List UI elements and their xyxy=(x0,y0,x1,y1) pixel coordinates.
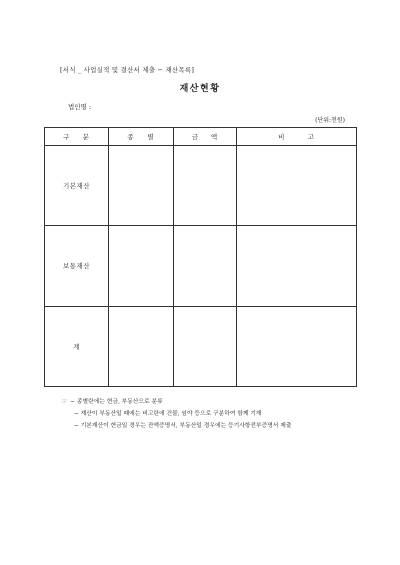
header-type xyxy=(109,128,174,146)
assets-table xyxy=(44,127,357,387)
cell-basic-type[interactable] xyxy=(109,146,174,226)
corporation-name-label: 법인명 : xyxy=(68,103,92,111)
cell-ordinary-remarks[interactable] xyxy=(237,226,357,306)
table-row xyxy=(45,306,357,386)
unit-label: (단위:천원) xyxy=(315,117,345,124)
note-line-2: − 재산이 부동산일 때에는 비고란에 건물, 임야 등으로 구분하여 함께 기재 xyxy=(74,411,262,417)
header-category xyxy=(45,128,109,146)
header-amount-char-1: 금 xyxy=(191,133,200,141)
header-type-char-2: 별 xyxy=(147,133,155,141)
header-amount-char-2: 액 xyxy=(210,133,219,141)
notes-section xyxy=(62,396,291,432)
table-header-row xyxy=(45,128,357,146)
note-line-3: − 기본재산이 현금일 경우는 잔액증명서, 부동산일 경우에는 등기사항전부증명서 제출 xyxy=(74,423,292,429)
header-remarks xyxy=(237,128,357,146)
header-remarks-char-2: 고 xyxy=(307,133,315,141)
table-row xyxy=(45,146,357,226)
note-line-1: − 종별란에는 현금, 부동산으로 분류 xyxy=(70,399,163,405)
header-amount xyxy=(174,128,237,146)
cell-ordinary-type[interactable] xyxy=(109,226,174,306)
form-label: [서식 _ 사업실적 및 결산서 제출 − 재산목록] xyxy=(60,66,195,74)
row-label-basic-assets: 기본재산 xyxy=(45,146,109,226)
row-label-ordinary-assets: 보통재산 xyxy=(45,226,109,306)
document-title: 재산현황 xyxy=(179,84,221,94)
header-remarks-char-1: 비 xyxy=(278,133,286,141)
cell-basic-remarks[interactable] xyxy=(237,146,357,226)
header-category-char-2: 분 xyxy=(82,133,90,141)
header-type-char-1: 종 xyxy=(127,133,135,141)
cell-ordinary-amount[interactable] xyxy=(174,226,237,306)
cell-total-type[interactable] xyxy=(109,306,174,386)
table-row xyxy=(45,226,357,306)
cell-total-amount[interactable] xyxy=(174,306,237,386)
cell-total-remarks[interactable] xyxy=(237,306,357,386)
row-label-total: 계 xyxy=(45,306,109,386)
header-category-char-1: 구 xyxy=(63,133,71,141)
cell-basic-amount[interactable] xyxy=(174,146,237,226)
pointing-hand-icon: ☞ xyxy=(62,399,68,405)
